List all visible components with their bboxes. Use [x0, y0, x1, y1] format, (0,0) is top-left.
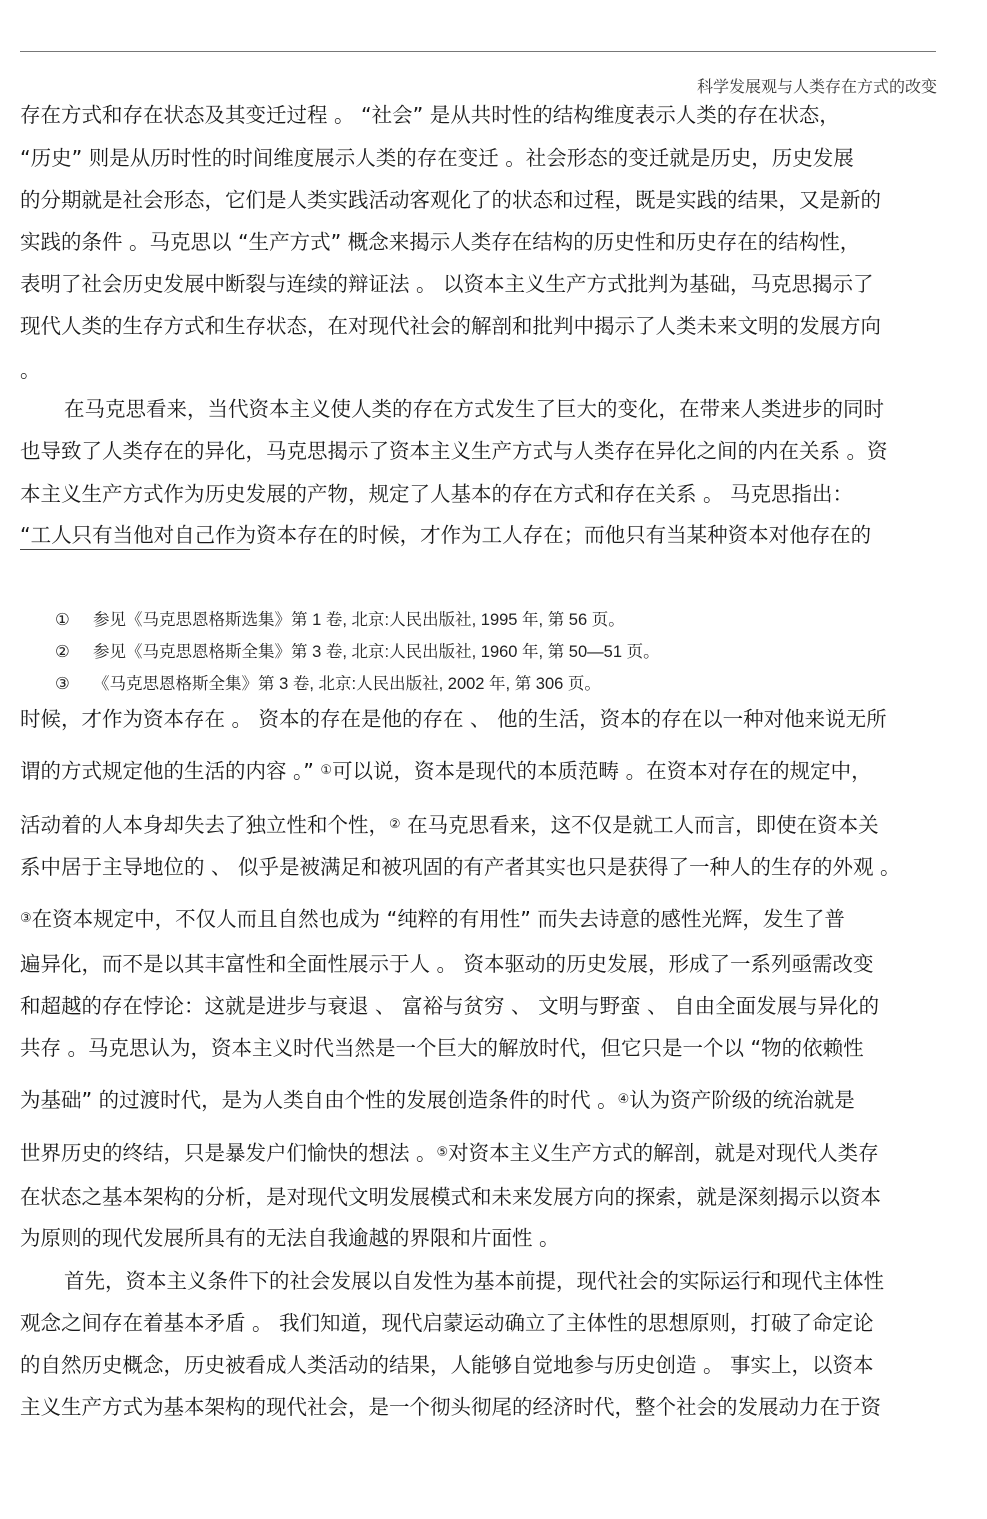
body-line: 在状态之基本架构的分析，是对现代文明发展模式和未来发展方向的探索，就是深刻揭示以资本 [20, 1185, 881, 1209]
body-line: 和超越的存在悖论：这就是进步与衰退 、 富裕与贫穷 、 文明与野蛮 、 自由全面发展与异化的 [20, 994, 880, 1018]
body-text: 世界历史的终结，只是暴发户们愉快的想法 。 [20, 1141, 437, 1165]
body-line: 观念之间存在着基本矛盾 。 我们知道，现代启蒙运动确立了主体性的思想原则，打破了命定论 [20, 1311, 874, 1335]
footnote-mark: ③ [55, 675, 70, 693]
body-text: 认为资产阶级的统治就是 [629, 1088, 855, 1112]
body-line: 实践的条件 。马克思以 “生产方式” 概念来揭示人类存在结构的历史性和历史存在的结构性， [20, 230, 861, 254]
footnote-ref: ⑤ [436, 1145, 449, 1160]
body-line: “工人只有当他对自己作为资本存在的时候，才作为工人存在；而他只有当某种资本对他存在的 [20, 523, 872, 547]
body-text: 活动着的人本身却失去了独立性和个性， [20, 813, 389, 837]
body-line: 首先，资本主义条件下的社会发展以自发性为基本前提，现代社会的实际运行和现代主体性 [64, 1269, 884, 1293]
footnote-ref: ① [320, 763, 333, 778]
running-head-title: 科学发展观与人类存在方式的改变 [696, 77, 937, 96]
body-line: 的自然历史概念，历史被看成人类活动的结果，人能够自觉地参与历史创造 。 事实上，以资本 [20, 1353, 874, 1377]
body-line: 本主义生产方式作为历史发展的产物，规定了人基本的存在方式和存在关系 。 马克思指出： [20, 482, 854, 506]
body-line: “历史” 则是从历时性的时间维度展示人类的存在变迁 。社会形态的变迁就是历史，历史发展 [20, 146, 854, 170]
footnote-ref: ② [389, 817, 401, 832]
body-line: 共存 。马克思认为，资本主义时代当然是一个巨大的解放时代，但它只是一个以 “物的依赖性 [20, 1036, 864, 1060]
body-text: 在马克思看来，这不仅是就工人而言，即使在资本关 [400, 813, 879, 837]
footnote [55, 673, 601, 695]
body-line [20, 812, 879, 842]
body-line [20, 758, 872, 788]
body-text: 在资本规定中，不仅人而且自然也成为 “纯粹的有用性” 而失去诗意的感性光辉，发生了普 [31, 907, 845, 931]
body-line: 的分期就是社会形态，它们是人类实践活动客观化了的状态和过程，既是实践的结果，又是新的 [20, 188, 881, 212]
body-line: 为原则的现代发展所具有的无法自我逾越的界限和片面性 。 [20, 1226, 560, 1250]
footnote [55, 609, 625, 631]
body-text: 谓的方式规定他的生活的内容 。” [20, 759, 321, 783]
body-line: 存在方式和存在状态及其变迁过程 。 “社会” 是从共时性的结构维度表示人类的存在状态， [20, 103, 840, 127]
footnote-text: 《马克思恩格斯全集》第 3 卷, 北京:人民出版社, 2002 年, 第 306 页。 [93, 675, 601, 693]
body-text: 可以说，资本是现代的本质范畴 。在资本对存在的规定中， [332, 759, 872, 783]
body-text: 为基础” 的过渡时代，是为人类自由个性的发展创造条件的时代 。 [20, 1088, 618, 1112]
body-line [20, 1140, 879, 1170]
footnote-text: 参见《马克思恩格斯全集》第 3 卷, 北京:人民出版社, 1960 年, 第 50—51 页。 [93, 643, 660, 661]
header-rule [20, 51, 936, 52]
footnote-text: 参见《马克思恩格斯选集》第 1 卷, 北京:人民出版社, 1995 年, 第 56 页。 [93, 611, 625, 629]
footnote-ref: ④ [617, 1092, 630, 1107]
body-line: 也导致了人类存在的异化，马克思揭示了资本主义生产方式与人类存在异化之间的内在关系 。资 [20, 439, 888, 463]
body-text: 对资本主义生产方式的解剖，就是对现代人类存 [448, 1141, 879, 1165]
body-line: 。 [20, 358, 41, 382]
body-line: 遍异化，而不是以其丰富性和全面性展示于人 。 资本驱动的历史发展，形成了一系列亟需改变 [20, 952, 874, 976]
body-line: 主义生产方式为基本架构的现代社会，是一个彻头彻尾的经济时代，整个社会的发展动力在于资 [20, 1395, 881, 1419]
footnote-mark: ② [55, 643, 70, 661]
footnote-rule [20, 549, 250, 550]
body-line [20, 906, 845, 936]
footnote-ref: ③ [20, 911, 32, 926]
body-line: 表明了社会历史发展中断裂与连续的辩证法 。 以资本主义生产方式批判为基础，马克思揭示了 [20, 272, 874, 296]
footnote [55, 641, 660, 663]
body-line: 系中居于主导地位的 、 似乎是被满足和被巩固的有产者其实也只是获得了一种人的生存的外观 。 [20, 855, 901, 879]
footnote-mark: ① [55, 611, 70, 629]
body-line: 现代人类的生存方式和生存状态，在对现代社会的解剖和批判中揭示了人类未来文明的发展方向 [20, 314, 881, 338]
body-line: 在马克思看来，当代资本主义使人类的存在方式发生了巨大的变化，在带来人类进步的同时 [64, 397, 884, 421]
body-line [20, 1087, 855, 1117]
body-line: 时候，才作为资本存在 。 资本的存在是他的存在 、 他的生活，资本的存在以一种对他来说无所 [20, 707, 887, 731]
